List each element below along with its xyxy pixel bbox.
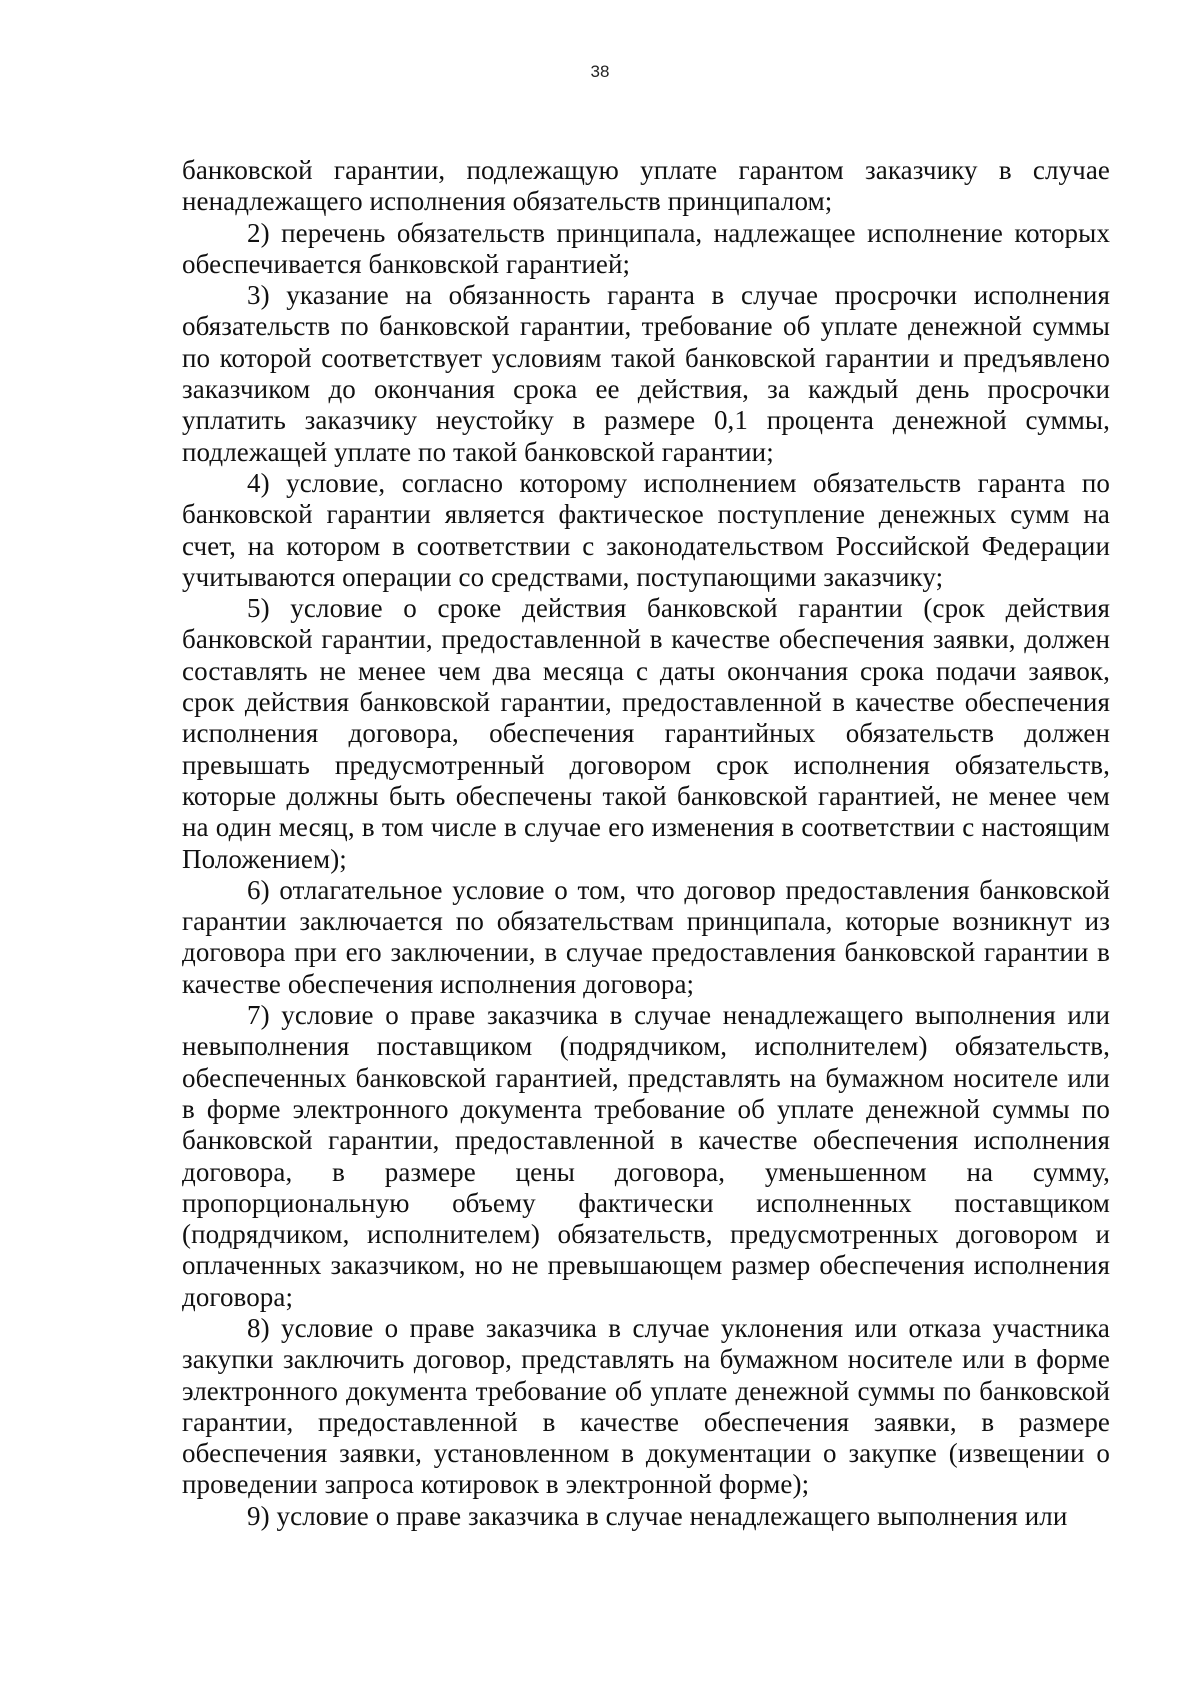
- paragraph-item-6: 6) отлагательное условие о том, что договор предоставления банковской гарантии заключается по обязательствам принципала, которые возникнут из договора при его заключении, в случае предоставления банковской гарантии в качестве обеспечения исполнения договора;: [182, 874, 1110, 999]
- paragraph-item-7: 7) условие о праве заказчика в случае ненадлежащего выполнения или невыполнения поставщиком (подрядчиком, исполнителем) обязательств, обеспеченных банковской гарантией, представлять на бумажном носителе или в форме электронного документа требование об уплате денежной суммы по банковской гарантии, предоставленной в качестве обеспечения исполнения договора, в размере цены договора, уменьшенном на сумму, пропорциональную объему фактически исполненных поставщиком (подрядчиком, исполнителем) обязательств, предусмотренных договором и оплаченных заказчиком, но не превышающем размер обеспечения исполнения договора;: [182, 1000, 1110, 1312]
- paragraph-continuation: банковской гарантии, подлежащую уплате гарантом заказчику в случае ненадлежащего исполнения обязательств принципалом;: [182, 155, 1110, 217]
- paragraph-item-8: 8) условие о праве заказчика в случае уклонения или отказа участника закупки заключить договор, представлять на бумажном носителе или в форме электронного документа требование об уплате денежной суммы по банковской гарантии, предоставленной в качестве обеспечения заявки, в размере обеспечения заявки, установленном в документации о закупке (извещении о проведении запроса котировок в электронной форме);: [182, 1312, 1110, 1500]
- document-body: [182, 155, 1110, 1532]
- paragraph-item-9: 9) условие о праве заказчика в случае ненадлежащего выполнения или: [247, 1500, 1068, 1531]
- paragraph-item-3: 3) указание на обязанность гаранта в случае просрочки исполнения обязательств по банковской гарантии, требование об уплате денежной суммы по которой соответствует условиям такой банковской гарантии и предъявлено заказчиком до окончания срока ее действия, за каждый день просрочки уплатить заказчику неустойку в размере 0,1 процента денежной суммы, подлежащей уплате по такой банковской гарантии;: [182, 280, 1110, 467]
- paragraph-item-4: 4) условие, согласно которому исполнением обязательств гаранта по банковской гарантии является фактическое поступление денежных сумм на счет, на котором в соответствии с законодательством Российской Федерации учитываются операции со средствами, поступающими заказчику;: [182, 467, 1110, 592]
- page-number: 38: [590, 62, 610, 81]
- paragraph-item-5: 5) условие о сроке действия банковской гарантии (срок действия банковской гарантии, предоставленной в качестве обеспечения заявки, должен составлять не менее чем два месяца с даты окончания срока подачи заявок, срок действия банковской гарантии, предоставленной в качестве обеспечения исполнения договора, обеспечения гарантийных обязательств должен превышать предусмотренный договором срок исполнения обязательств, которые должны быть обеспечены такой банковской гарантией, не менее чем на один месяц, в том числе в случае его изменения в соответствии с настоящим Положением);: [182, 593, 1110, 874]
- paragraph-item-2: 2) перечень обязательств принципала, надлежащее исполнение которых обеспечивается банковской гарантией;: [182, 217, 1110, 279]
